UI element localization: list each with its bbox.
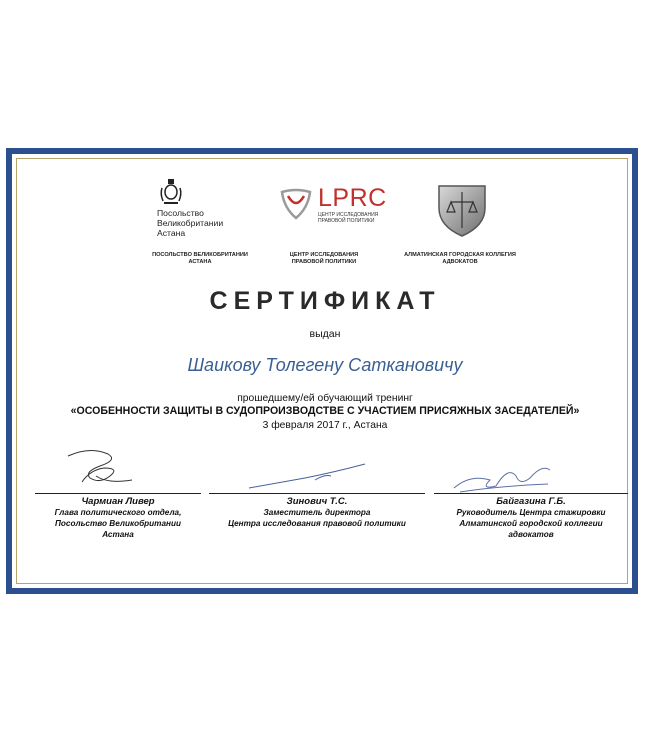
signatory-block xyxy=(35,496,201,540)
lprc-subtitle-line: ПРАВОВОЙ ПОЛИТИКИ xyxy=(318,218,375,224)
lprc-title: LPRC xyxy=(318,184,387,212)
signatory-role-line: Заместитель директора xyxy=(263,508,371,517)
signatory-role-line: Глава политического отдела, xyxy=(54,508,182,517)
uk-logo-line: Посольство xyxy=(157,208,204,218)
signatory-block xyxy=(434,496,628,540)
lprc-subtitle-line: ЦЕНТР ИССЛЕДОВАНИЯ xyxy=(318,212,379,218)
signatory-role-line: Астана xyxy=(102,530,134,539)
signature-2 xyxy=(245,460,370,492)
signatory-role-line: адвокатов xyxy=(508,530,554,539)
signature-line xyxy=(434,493,628,494)
signatory-role-line: Алматинской городской коллегии xyxy=(459,519,603,528)
caption-bar-association xyxy=(400,252,520,266)
signatory-block xyxy=(209,496,425,529)
uk-embassy-logo-text xyxy=(157,208,223,238)
signatory-role-line: Центра исследования правовой политики xyxy=(228,519,406,528)
caption-line: АДВОКАТОВ xyxy=(442,259,478,265)
training-title: «ОСОБЕННОСТИ ЗАЩИТЫ В СУДОПРОИЗВОДСТВЕ С УЧАСТИЕМ ПРИСЯЖНЫХ ЗАСЕДАТЕЛЕЙ» xyxy=(70,405,580,417)
training-intro: прошедшему/ей обучающий тренинг xyxy=(237,393,413,404)
issued-label: выдан xyxy=(309,328,341,340)
caption-line: ПОСОЛЬСТВО ВЕЛИКОБРИТАНИИ xyxy=(152,252,248,258)
signature-line xyxy=(209,493,425,494)
caption-line: АСТАНА xyxy=(188,259,212,265)
signatory-name: Чармиан Ливер xyxy=(81,496,155,507)
lprc-subtitle xyxy=(318,212,378,224)
uk-logo-line: Великобритании xyxy=(157,218,224,228)
shield-icon xyxy=(433,180,491,238)
signatory-role-line: Посольство Великобритании xyxy=(55,519,181,528)
caption-line: ЦЕНТР ИССЛЕДОВАНИЯ xyxy=(289,252,359,258)
signatory-name: Байгазина Г.Б. xyxy=(496,496,566,507)
royal-crest-icon xyxy=(158,176,184,206)
signature-1 xyxy=(60,442,140,490)
signatory-name: Зинович Т.С. xyxy=(286,496,348,507)
signatory-role-line: Руководитель Центра стажировки xyxy=(456,508,606,517)
caption-uk-embassy xyxy=(140,252,260,266)
signature-line xyxy=(35,493,201,494)
caption-lprc xyxy=(264,252,384,266)
caption-line: ПРАВОВОЙ ПОЛИТИКИ xyxy=(291,259,357,265)
caption-line: АЛМАТИНСКАЯ ГОРОДСКАЯ КОЛЛЕГИЯ xyxy=(404,252,516,258)
uk-logo-line: Астана xyxy=(157,228,186,238)
date-place: 3 февраля 2017 г., Астана xyxy=(262,420,388,431)
recipient-name: Шаикову Толегену Саткановичу xyxy=(187,355,463,375)
certificate-title: СЕРТИФИКАТ xyxy=(209,287,441,315)
lprc-logo-icon xyxy=(278,186,314,222)
signature-3 xyxy=(450,456,560,496)
